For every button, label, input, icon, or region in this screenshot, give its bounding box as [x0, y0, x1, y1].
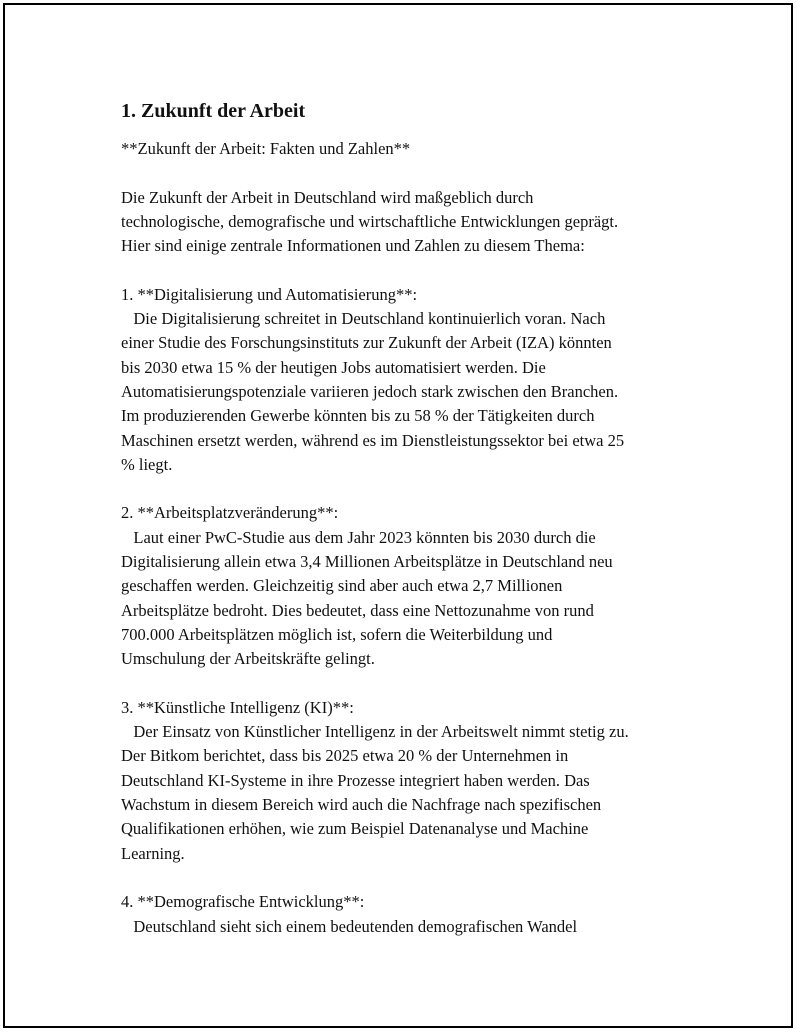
section-line: Die Digitalisierung schreitet in Deutschland kontinuierlich voran. Nach — [121, 309, 606, 329]
section-line: Arbeitsplätze bedroht. Dies bedeutet, dass eine Nettozunahme von rund — [121, 600, 594, 620]
subtitle-line: **Zukunft der Arbeit: Fakten und Zahlen** — [121, 139, 411, 158]
intro-line: Hier sind einige zentrale Informationen und Zahlen zu diesem Thema: — [121, 236, 585, 256]
section-line: Laut einer PwC-Studie aus dem Jahr 2023 könnten bis 2030 durch die — [121, 527, 596, 547]
section-line: % liegt. — [121, 454, 173, 474]
document-body — [121, 97, 701, 939]
section-line: Qualifikationen erhöhen, wie zum Beispiel Datenanalyse und Machine — [121, 819, 589, 839]
blank-line — [121, 161, 701, 185]
section-line: einer Studie des Forschungsinstituts zur Zukunft der Arbeit (IZA) könnten — [121, 333, 612, 353]
section-digitalisierung — [121, 283, 701, 477]
section-line: Automatisierungspotenziale variieren jedoch stark zwischen den Branchen. — [121, 381, 619, 401]
section-line: geschaffen werden. Gleichzeitig sind aber auch etwa 2,7 Millionen — [121, 576, 563, 596]
blank-line — [121, 866, 701, 890]
section-line: Learning. — [121, 843, 185, 863]
section-line: Deutschland sieht sich einem bedeutenden demografischen Wandel — [121, 916, 578, 936]
section-demografie — [121, 890, 701, 939]
intro-line: Die Zukunft der Arbeit in Deutschland wird maßgeblich durch — [121, 187, 534, 207]
section-title: 4. **Demografische Entwicklung**: — [121, 892, 365, 912]
section-ki — [121, 696, 701, 866]
section-title: 2. **Arbeitsplatzveränderung**: — [121, 503, 339, 523]
section-line: Digitalisierung allein etwa 3,4 Millionen Arbeitsplätze in Deutschland neu — [121, 552, 613, 572]
section-line: bis 2030 etwa 15 % der heutigen Jobs automatisiert werden. Die — [121, 357, 546, 377]
document-page — [3, 3, 793, 1028]
section-line: Im produzierenden Gewerbe könnten bis zu 58 % der Tätigkeiten durch — [121, 406, 595, 426]
section-line: Wachstum in diesem Bereich wird auch die Nachfrage nach spezifischen — [121, 795, 602, 815]
section-title: 3. **Künstliche Intelligenz (KI)**: — [121, 697, 354, 717]
blank-line — [121, 672, 701, 696]
section-title: 1. **Digitalisierung und Automatisierung**: — [121, 284, 418, 304]
intro-line: technologische, demografische und wirtschaftliche Entwicklungen geprägt. — [121, 211, 619, 231]
section-line: Der Bitkom berichtet, dass bis 2025 etwa 20 % der Unternehmen in — [121, 746, 569, 766]
blank-line — [121, 477, 701, 501]
section-arbeitsplatz — [121, 501, 701, 671]
section-heading: 1. Zukunft der Arbeit — [121, 100, 306, 122]
intro-paragraph — [121, 186, 701, 259]
section-line: Deutschland KI-Systeme in ihre Prozesse integriert haben werden. Das — [121, 770, 590, 790]
section-line: Umschulung der Arbeitskräfte gelingt. — [121, 649, 375, 669]
section-line: Der Einsatz von Künstlicher Intelligenz in der Arbeitswelt nimmt stetig zu. — [121, 722, 629, 742]
section-line: 700.000 Arbeitsplätzen möglich ist, sofern die Weiterbildung und — [121, 624, 553, 644]
section-line: Maschinen ersetzt werden, während es im Dienstleistungssektor bei etwa 25 — [121, 430, 625, 450]
blank-line — [121, 258, 701, 282]
